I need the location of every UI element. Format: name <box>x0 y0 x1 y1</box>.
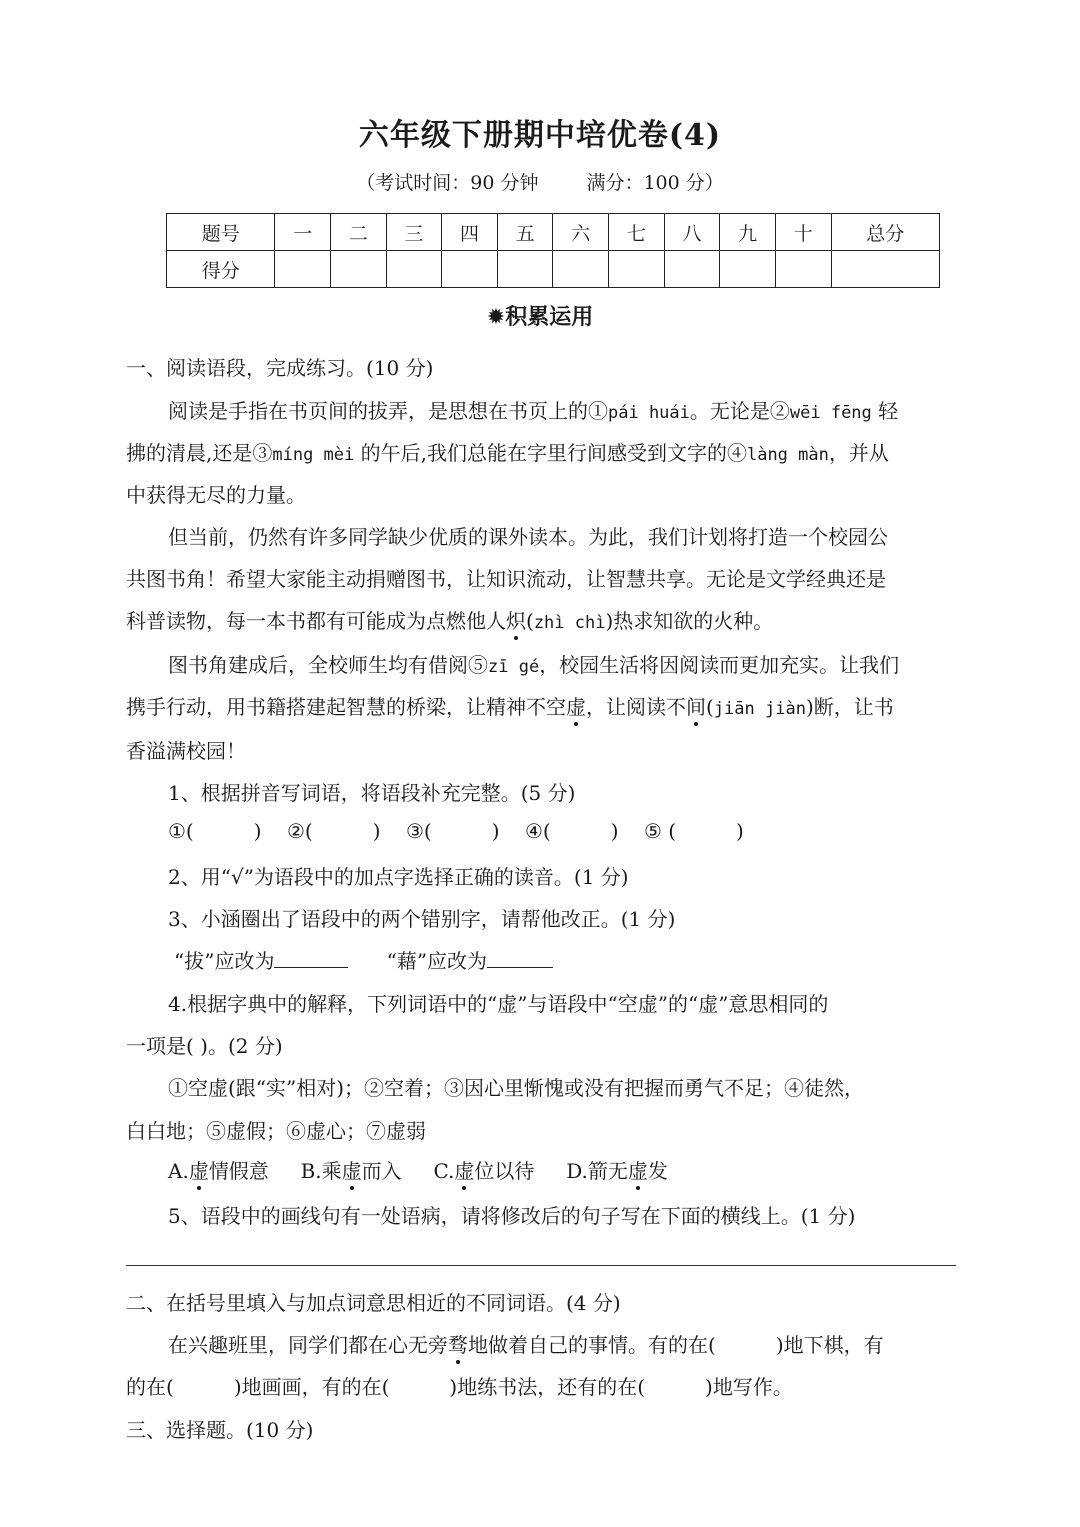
option-text: 发 <box>647 1159 668 1183</box>
passage-line <box>168 649 899 678</box>
option-text: D.箭无 <box>566 1159 628 1183</box>
dotted-char: 炽 <box>506 609 526 633</box>
table-cell: 九 <box>720 214 776 251</box>
passage-text: ( <box>526 609 534 633</box>
passage-text: )地练书法，还有的在( <box>449 1375 646 1399</box>
passage-text: )地下棋，有 <box>775 1333 884 1357</box>
sub-question-4: 4.根据字典中的解释，下列词语中的“虚”与语段中“空虚”的“虚”意思相同的 <box>168 992 829 1016</box>
option-c <box>433 1159 534 1183</box>
passage-text: 地做着自己的事情。有的在( <box>468 1333 716 1357</box>
option-text: B.乘 <box>300 1159 342 1183</box>
passage-text: 携手行动，用书籍搭建起智慧的桥梁，让精神不空 <box>126 695 566 719</box>
dotted-char: 骛 <box>448 1333 468 1357</box>
pinyin-text: jiān jiàn <box>713 699 806 719</box>
score-cell <box>664 251 720 288</box>
blank-close: ) <box>610 819 619 843</box>
score-cell <box>386 251 442 288</box>
pinyin-text: zhì chì <box>533 613 606 633</box>
passage-line: 中获得无尽的力量。 <box>126 483 306 507</box>
blank-open: ③( <box>405 819 432 843</box>
table-cell: 一 <box>275 214 331 251</box>
passage-text: ，让阅读不 <box>586 695 686 719</box>
question-2-line <box>126 1371 793 1400</box>
answer-blanks <box>168 819 744 843</box>
answer-line <box>487 949 553 968</box>
correction-label: “拔”应改为 <box>174 949 275 973</box>
question-3-title: 三、选择题。(10 分) <box>126 1418 314 1442</box>
dictionary-definitions-cont: 白白地；⑤虚假；⑥虚心；⑦虚弱 <box>126 1119 426 1143</box>
table-cell: 二 <box>331 214 387 251</box>
sub-question-4-cont: 一项是( )。(2 分) <box>126 1034 283 1058</box>
sub-question-5: 5、语段中的画线句有一处语病，请将修改后的句子写在下面的横线上。(1 分) <box>168 1204 856 1228</box>
blank-open: ②( <box>286 819 313 843</box>
page-title: 六年级下册期中培优卷(4) <box>358 118 722 153</box>
option-b <box>301 1159 402 1183</box>
passage-text: 轻 <box>871 399 899 423</box>
passage-text: )地画画，有的在( <box>233 1375 390 1399</box>
table-cell: 题号 <box>167 214 275 251</box>
score-cell <box>831 251 940 288</box>
dotted-char: 虚 <box>566 695 586 719</box>
option-text: C. <box>433 1159 455 1183</box>
score-cell <box>609 251 665 288</box>
option-d <box>566 1159 668 1183</box>
table-cell: 八 <box>664 214 720 251</box>
passage-text: )热求知欲的火种。 <box>605 609 774 633</box>
score-cell <box>775 251 831 288</box>
option-text: 情假意 <box>208 1159 269 1183</box>
exam-full-score: 满分：100 分） <box>586 172 724 194</box>
passage-line: 香溢满校园！ <box>126 739 246 763</box>
question-2-title: 二、在括号里填入与加点词意思相近的不同词语。(4 分) <box>126 1291 621 1315</box>
table-cell: 十 <box>775 214 831 251</box>
passage-text: 。无论是② <box>689 399 790 423</box>
option-text: 而入 <box>361 1159 402 1183</box>
blank-close: ) <box>253 819 262 843</box>
score-table-header-row <box>167 214 940 251</box>
blank-open: ①( <box>168 819 194 843</box>
exam-time: （考试时间：90 分钟 <box>356 172 539 194</box>
answer-line <box>126 1265 956 1266</box>
passage-text: 拂的清晨,还是③ <box>126 441 273 465</box>
passage-text: 的在( <box>126 1375 174 1399</box>
score-table <box>166 213 940 288</box>
dotted-char: 虚 <box>188 1159 209 1183</box>
correction-label: “藉”应改为 <box>386 949 488 973</box>
blank-close: ) <box>491 819 500 843</box>
table-cell: 七 <box>609 214 665 251</box>
passage-text: ( <box>706 695 714 719</box>
dotted-char: 虚 <box>454 1159 475 1183</box>
table-cell: 五 <box>497 214 553 251</box>
table-cell: 三 <box>386 214 442 251</box>
blank-open: ⑤ ( <box>643 819 677 843</box>
option-text: 位以待 <box>474 1159 535 1183</box>
passage-line <box>126 691 894 720</box>
dotted-char: 间 <box>686 695 706 719</box>
sub-question-2: 2、用“√”为语段中的加点字选择正确的读音。(1 分) <box>168 865 629 889</box>
dotted-char: 虚 <box>627 1159 648 1183</box>
passage-line: 共图书角！希望大家能主动捐赠图书，让知识流动，让智慧共享。无论是文学经典还是 <box>126 567 886 591</box>
passage-text: )断，让书 <box>805 695 894 719</box>
passage-text: 科普读物，每一本书都有可能成为点燃他人 <box>126 609 506 633</box>
score-table-score-row <box>167 251 940 288</box>
exam-info <box>0 168 1080 195</box>
score-cell <box>275 251 331 288</box>
blank-close: ) <box>372 819 381 843</box>
table-cell: 总分 <box>831 214 940 251</box>
score-cell <box>720 251 776 288</box>
blank-close: ) <box>736 819 744 843</box>
section-heading: ✹积累运用 <box>486 305 594 330</box>
pinyin-text: zī gé <box>488 657 540 677</box>
pinyin-text: míng mèi <box>272 445 355 465</box>
score-cell <box>497 251 553 288</box>
sub-question-3: 3、小涵圈出了语段中的两个错别字，请帮他改正。(1 分) <box>168 907 676 931</box>
dictionary-definitions: ①空虚(跟“实”相对)；②空着；③因心里惭愧或没有把握而勇气不足；④徒然， <box>168 1076 865 1100</box>
option-text: A. <box>168 1159 189 1183</box>
passage-text: 图书角建成后，全校师生均有借阅⑤ <box>168 653 488 677</box>
passage-line <box>126 437 889 466</box>
passage-text: 在兴趣班里，同学们都在心无旁 <box>168 1333 448 1357</box>
table-cell: 四 <box>442 214 498 251</box>
sub-question-1: 1、根据拼音写词语，将语段补充完整。(5 分) <box>168 781 576 805</box>
passage-text: 阅读是手指在书页间的拔弄，是思想在书页上的① <box>168 399 608 423</box>
score-cell <box>331 251 387 288</box>
passage-text: ，并从 <box>828 441 889 465</box>
option-a <box>168 1159 269 1183</box>
question-1-title: 一、阅读语段，完成练习。(10 分) <box>126 356 434 380</box>
pinyin-text: wēi fēng <box>789 403 872 423</box>
blank-open: ④( <box>524 819 551 843</box>
passage-text: ，校园生活将因阅读而更加充实。让我们 <box>539 653 900 677</box>
score-cell <box>553 251 609 288</box>
pinyin-text: pái huái <box>608 403 690 423</box>
pinyin-text: làng màn <box>746 445 829 465</box>
answer-options <box>168 1155 668 1184</box>
passage-text: 的午后,我们总能在字里行间感受到文字的④ <box>354 441 747 465</box>
dotted-char: 虚 <box>341 1159 362 1183</box>
passage-line <box>126 605 773 634</box>
passage-text: )地写作。 <box>705 1375 793 1399</box>
table-cell: 六 <box>553 214 609 251</box>
score-cell <box>442 251 498 288</box>
answer-line <box>274 949 348 968</box>
passage-line: 但当前，仍然有许多同学缺少优质的课外读本。为此，我们计划将打造一个校园公 <box>168 525 888 549</box>
passage-line <box>168 395 898 424</box>
table-cell: 得分 <box>167 251 275 288</box>
sub-question-3-answers <box>174 945 553 974</box>
question-2-line <box>168 1329 884 1358</box>
